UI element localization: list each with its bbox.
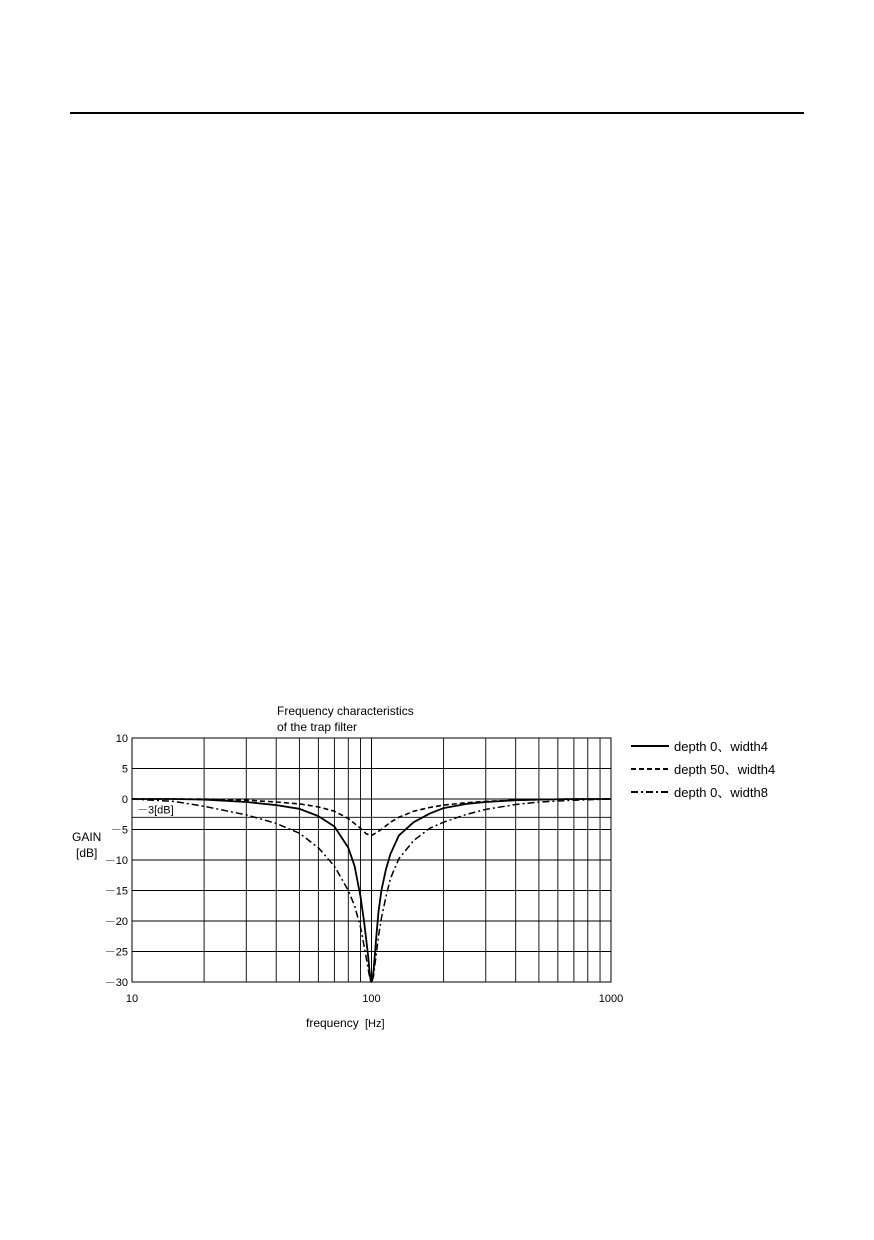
y-axis-label [72,830,101,860]
legend-label-1: depth 0、width4 [674,739,768,754]
y-tick-label: －20 [104,916,128,928]
legend-label-3: depth 0、width8 [674,785,768,800]
x-tick-label: 100 [362,993,381,1005]
y-tick-label: 0 [121,794,128,806]
x-tick-label: 1000 [598,993,624,1005]
x-axis-label [306,1016,385,1030]
chart-title [277,704,414,734]
x-tick-label: 10 [125,993,139,1005]
x-tick-labels [126,993,623,1005]
y-axis-label-line-1: GAIN [72,830,102,844]
y-tick-label: 10 [115,733,128,745]
grid [132,738,611,982]
x-axis-label-unit: [Hz] [365,1018,385,1030]
y-tick-label: －25 [104,946,128,959]
legend [631,739,775,800]
y-axis-label-line-2: [dB] [76,846,98,860]
chart-title-line-1: Frequency characteristics [277,704,414,718]
reference-label: －3[dB] [137,804,174,817]
y-tick-label: 5 [121,763,128,776]
legend-label-2: depth 50、width4 [674,762,776,777]
y-tick-label: －15 [104,885,128,898]
y-tick-labels [105,733,128,989]
x-axis-label-text: frequency [306,1016,359,1030]
y-tick-label: －30 [104,977,128,989]
y-tick-label: －5 [110,824,128,837]
y-tick-label: －10 [104,855,128,867]
chart-title-line-2: of the trap filter [277,720,358,734]
